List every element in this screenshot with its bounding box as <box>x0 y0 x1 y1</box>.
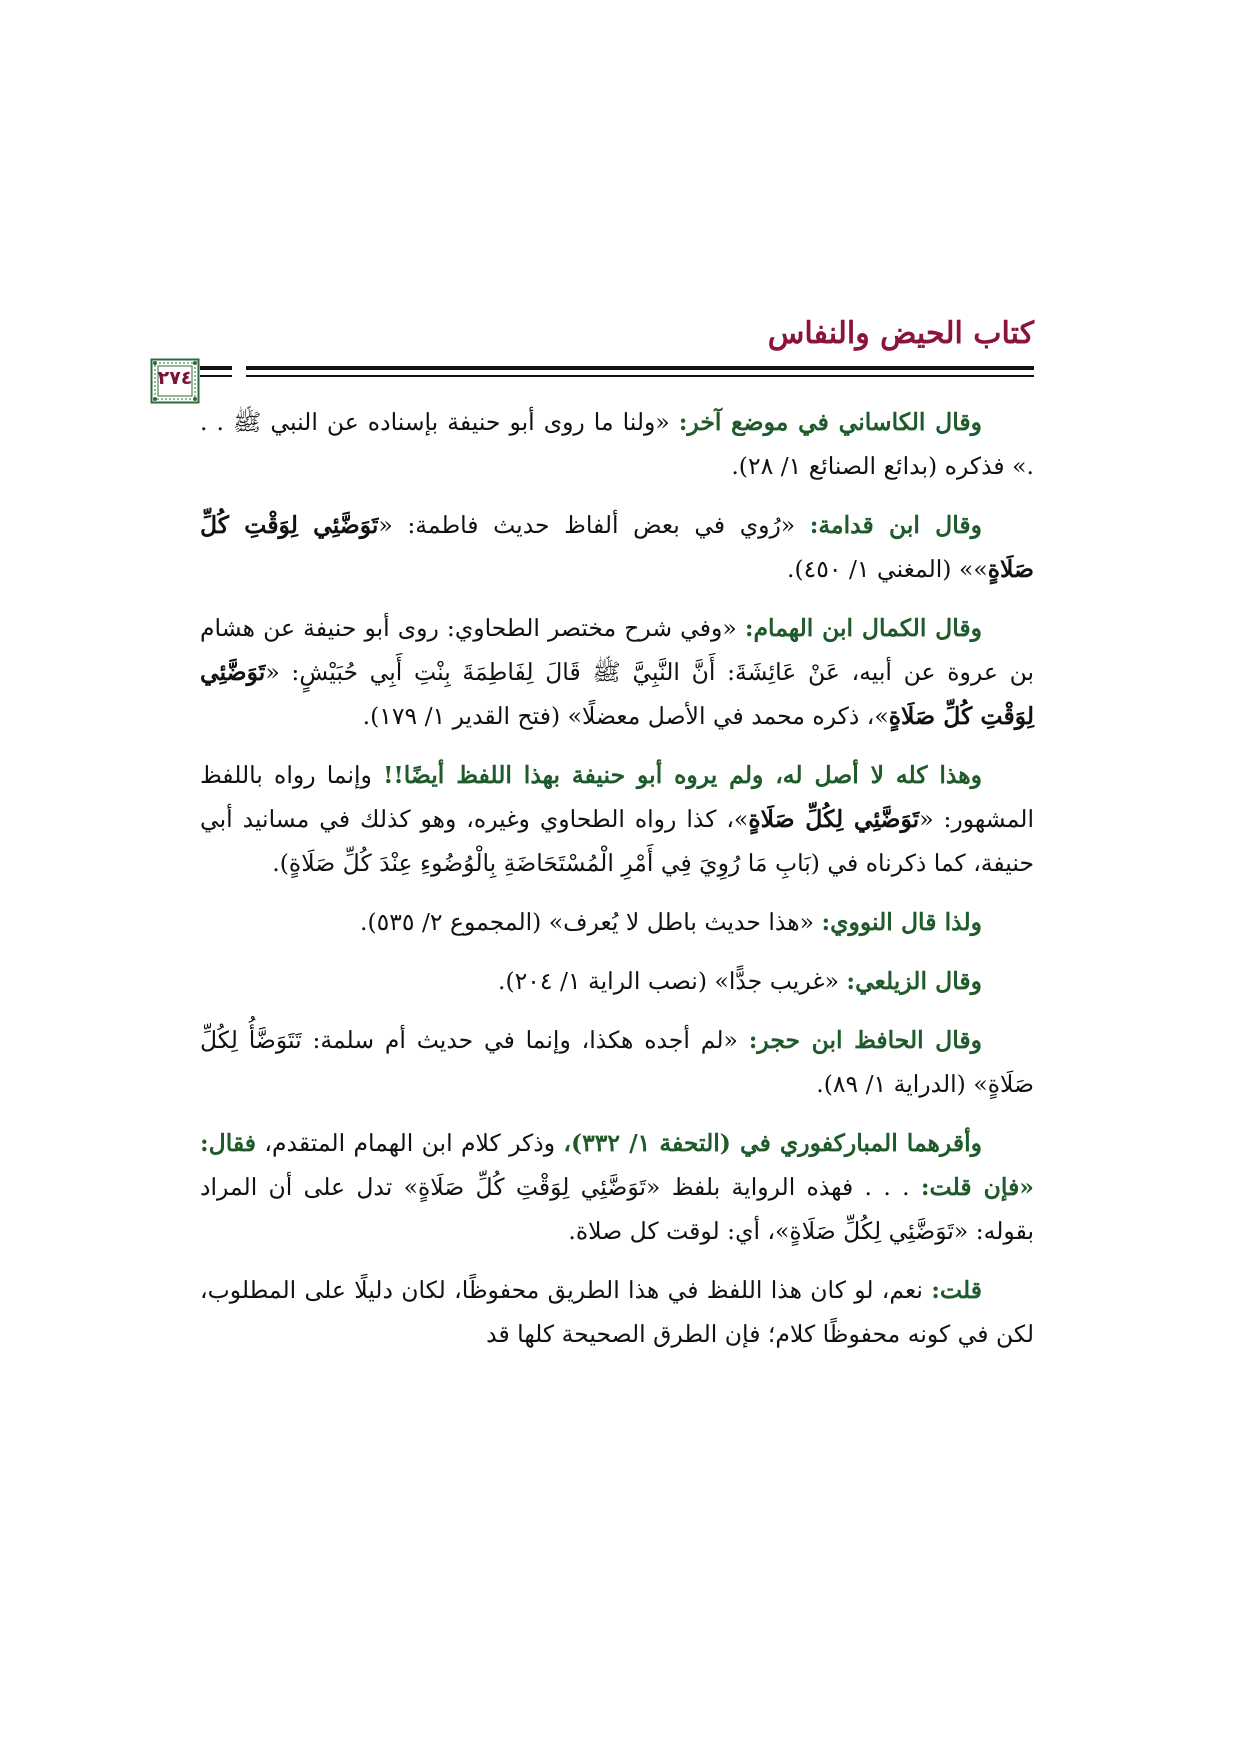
paragraph-kasani <box>200 400 1034 488</box>
paragraph-response <box>200 1268 1034 1356</box>
hadith-quote: تَوَضَّئِي لِوَقْتِ كُلِّ صَلَاةٍ <box>200 511 1034 583</box>
speaker-label: وقال ابن قدامة: <box>809 511 982 539</box>
page-number-badge <box>150 358 200 404</box>
paragraph-text: «ولنا ما روى أبو حنيفة بإسناده عن النبي ﷺ . . .» فذكره (بدائع الصنائع ١/ ٢٨). <box>200 408 1034 480</box>
paragraph-nawawi <box>200 900 1034 944</box>
paragraph-ibn-humam <box>200 606 1034 738</box>
hadith-quote: تَوَضَّئِي لِوَقْتِ كُلِّ صَلَاةٍ <box>200 658 1034 730</box>
paragraph-no-origin <box>200 753 1034 885</box>
paragraph-text: «لم أجده هكذا، وإنما في حديث أم سلمة: تَتَوَضَّأُ لِكُلِّ صَلَاةٍ» (الدراية ١/ ٨٩). <box>200 1026 1034 1098</box>
paragraph-text: »، ذكره محمد في الأصل معضلًا» (فتح القدير ١/ ١٧٩). <box>362 702 889 730</box>
header-rule <box>246 366 1034 370</box>
paragraph-ibn-hajar <box>200 1018 1034 1106</box>
paragraph-text: . . . فهذه الرواية بلفظ «تَوَضَّئِي لِوَقْتِ كُلِّ صَلَاةٍ» تدل على أن المراد بقوله: «تَوَضَّئِي لِكُلِّ صَلَاةٍ»، أي: لوقت كل صلاة. <box>200 1173 1034 1245</box>
speaker-label: وأقرهما المباركفوري في (التحفة ١/ ٣٣٢)، <box>563 1129 983 1157</box>
paragraph-text: نعم، لو كان هذا اللفظ في هذا الطريق محفوظًا، لكان دليلًا على المطلوب، لكن في كونه محفوظًا كلام؛ فإن الطرق الصحيحة كلها قد <box>200 1276 1034 1348</box>
paragraph-text: «رُوي في بعض ألفاظ حديث فاطمة: « <box>378 511 810 539</box>
paragraph-text: وإنما رواه باللفظ المشهور: « <box>200 761 1034 833</box>
header-rule-left <box>198 366 232 370</box>
speaker-label: وقال الزيلعي: <box>846 967 982 995</box>
header-rule-left-thin <box>198 375 232 377</box>
header-rule-thin <box>246 375 1034 377</box>
speaker-label: قلت: <box>931 1276 982 1304</box>
speaker-label: ولذا قال النووي: <box>821 908 982 936</box>
hadith-quote: تَوَضَّئِي لِكُلِّ صَلَاةٍ <box>748 805 920 833</box>
speaker-label: فقال: «فإن قلت: <box>200 1129 1034 1201</box>
speaker-label: وقال الحافظ ابن حجر: <box>748 1026 982 1054</box>
speaker-label: وهذا كله لا أصل له، ولم يروه أبو حنيفة بهذا اللفظ أيضًا!! <box>383 761 982 789</box>
paragraph-zaylai <box>200 959 1034 1003</box>
paragraph-mubarakfuri <box>200 1121 1034 1253</box>
main-text <box>200 400 1034 1371</box>
speaker-label: وقال الكمال ابن الهمام: <box>744 614 982 642</box>
paragraph-text: «هذا حديث باطل لا يُعرف» (المجموع ٢/ ٥٣٥). <box>359 908 822 936</box>
paragraph-text: »» (المغني ١/ ٤٥٠). <box>787 555 988 583</box>
page-header <box>157 316 1034 396</box>
page-number: ٢٧٤ <box>157 367 193 389</box>
paragraph-text: »، كذا رواه الطحاوي وغيره، وهو كذلك في مسانيد أبي حنيفة، كما ذكرناه في (بَابِ مَا رُوِيَ فِي أَمْرِ الْمُسْتَحَاضَةِ بِالْوُضُوءِ عِنْدَ كُلِّ صَلَاةٍ). <box>200 805 1034 877</box>
speaker-label: وقال الكاساني في موضع آخر: <box>678 408 982 436</box>
paragraph-text: وذكر كلام ابن الهمام المتقدم، <box>256 1129 564 1157</box>
paragraph-text: «غريب جدًّا» (نصب الراية ١/ ٢٠٤). <box>498 967 847 995</box>
paragraph-text: «وفي شرح مختصر الطحاوي: روى أبو حنيفة عن هشام بن عروة عن أبيه، عَنْ عَائِشَةَ: أَنَّ النَّبِيَّ ﷺ قَالَ لِفَاطِمَةَ بِنْتِ أَبِي حُبَيْشٍ: « <box>200 614 1034 686</box>
paragraph-ibn-qudama <box>200 503 1034 591</box>
book-title: كتاب الحيض والنفاس <box>767 316 1034 351</box>
